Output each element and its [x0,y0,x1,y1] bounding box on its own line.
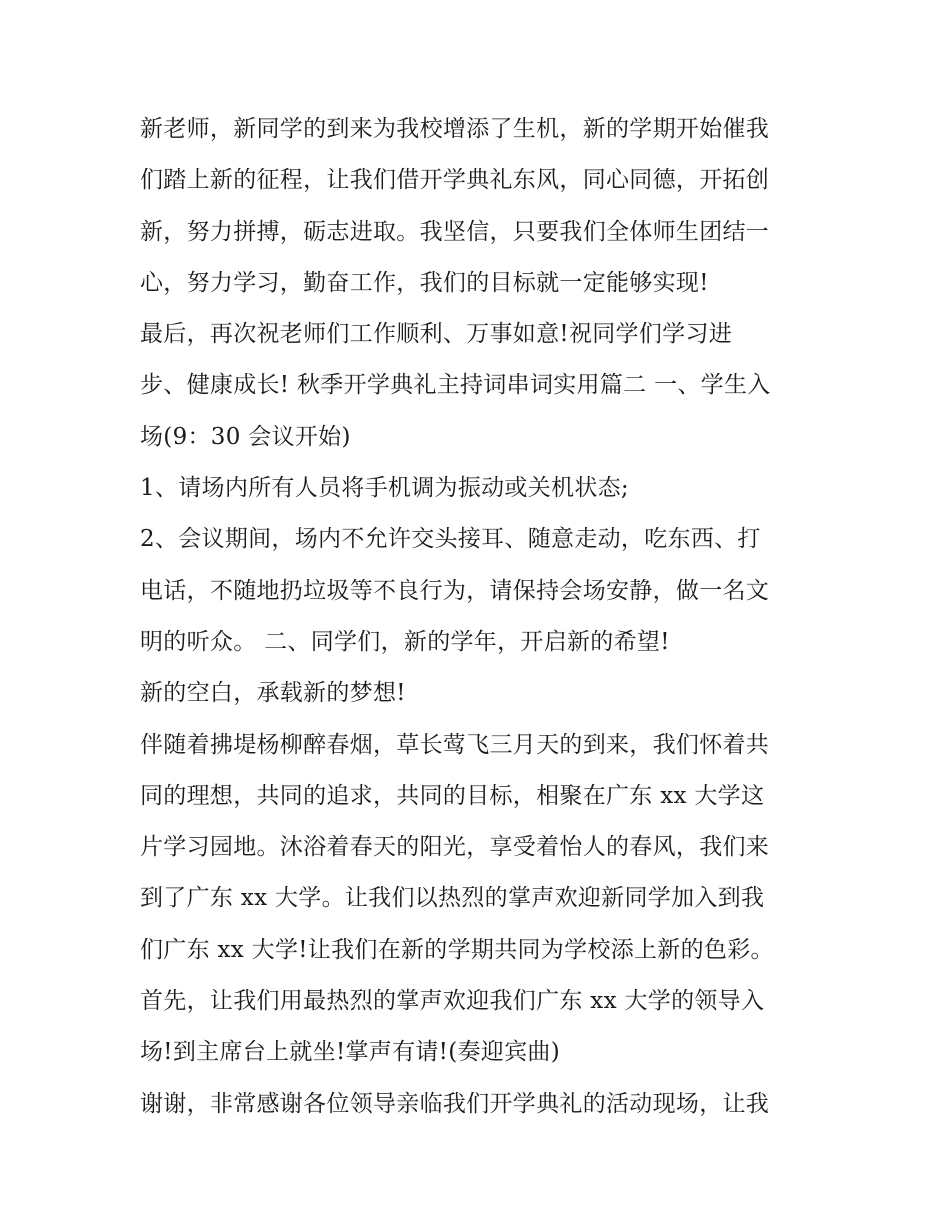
text-line: 明的听众。 二、同学们，新的学年，开启新的希望! [140,628,670,655]
text-line: 新，努力拼搏，砺志进取。我坚信，只要我们全体师生团结一 [140,218,770,245]
text-line: 伴随着拂堤杨柳醉春烟，草长莺飞三月天的到来，我们怀着共 [140,731,770,758]
text-line: 最后，再次祝老师们工作顺利、万事如意!祝同学们学习进 [140,321,733,348]
text-line: 们广东 xx 大学!让我们在新的学期共同为学校添上新的色彩。 [140,936,774,963]
text-line: 片学习园地。沐浴着春天的阳光，享受着怡人的春风，我们来 [140,834,770,861]
text-line: 谢谢，非常感谢各位领导亲临我们开学典礼的活动现场，让我 [140,1090,770,1117]
text-line: 场!到主席台上就坐!掌声有请!(奏迎宾曲) [140,1039,560,1066]
text-line: 新老师，新同学的到来为我校增添了生机，新的学期开始催我 [140,116,770,142]
document-body [140,108,820,1134]
text-line: 2、会议期间，场内不允许交头接耳、随意走动，吃东西、打 [140,526,761,553]
text-line: 首先，让我们用最热烈的掌声欢迎我们广东 xx 大学的领导入 [140,988,765,1015]
text-line: 1、请场内所有人员将手机调为振动或关机状态; [140,475,629,502]
text-line: 步、健康成长! 秋季开学典礼主持词串词实用篇二 一、学生入 [140,372,771,399]
text-line: 场(9：30 会议开始) [140,423,351,450]
text-line: 心，努力学习，勤奋工作，我们的目标就一定能够实现! [140,269,709,296]
text-line: 到了广东 xx 大学。让我们以热烈的掌声欢迎新同学加入到我 [140,885,765,912]
text-line: 电话，不随地扔垃圾等不良行为，请保持会场安静，做一名文 [140,577,770,604]
text-line: 们踏上新的征程，让我们借开学典礼东风，同心同德，开拓创 [140,167,770,194]
text-line: 新的空白，承载新的梦想! [140,680,406,707]
text-line: 同的理想，共同的追求，共同的目标，相聚在广东 xx 大学这 [140,782,765,809]
